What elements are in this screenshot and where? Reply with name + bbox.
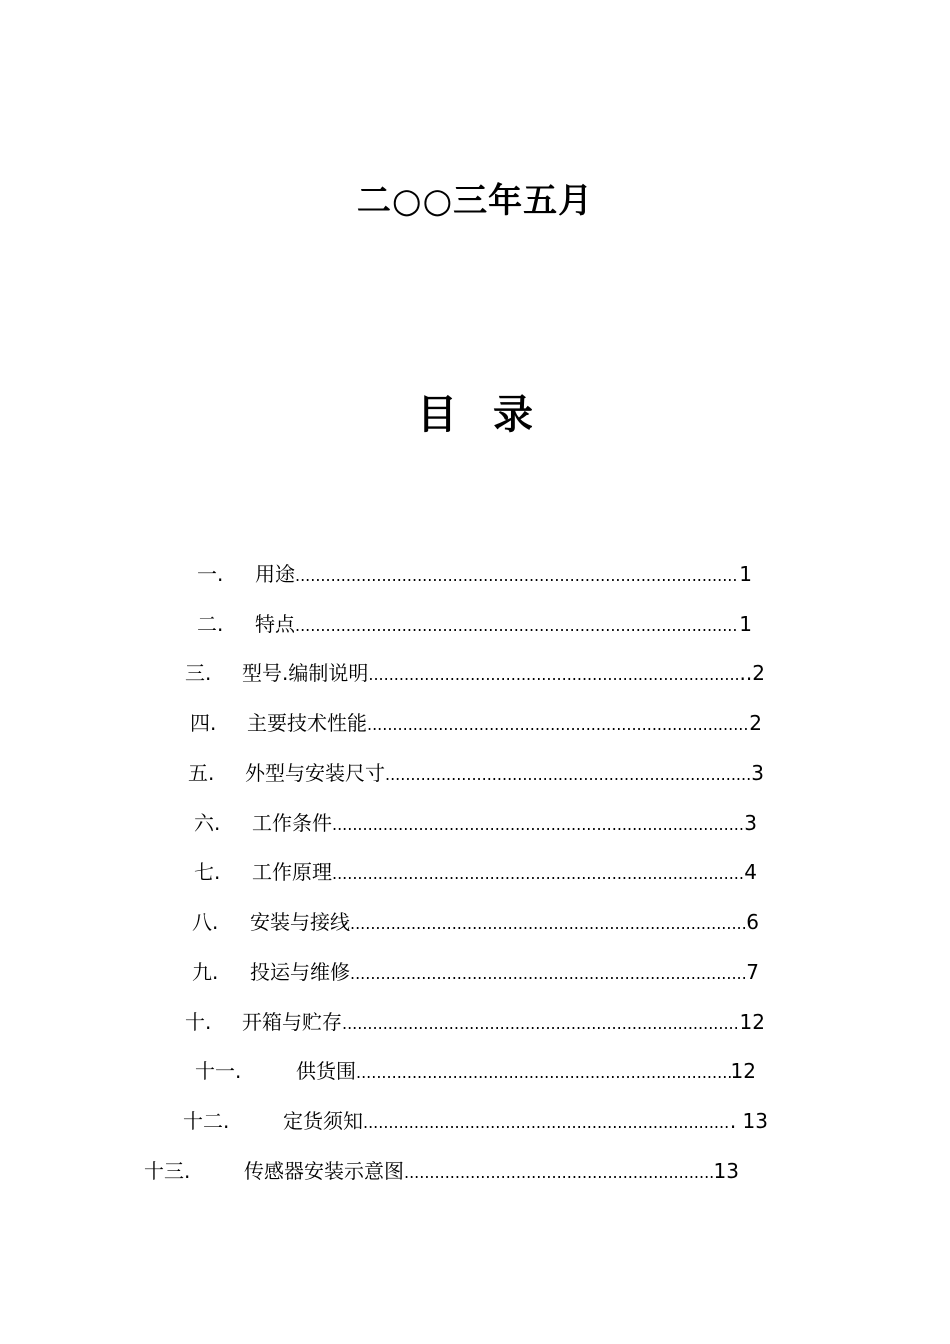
toc-entry-title: 外型与安装尺寸 (245, 761, 385, 785)
toc-entry-page: 12 (739, 1010, 765, 1034)
toc-dot-leader (332, 860, 744, 888)
toc-entry-13[interactable] (144, 1157, 739, 1185)
date-heading: 二○○三年五月 (356, 181, 594, 221)
toc-entry-title: 开箱与贮存 (242, 1010, 342, 1034)
toc-entry-number: 七. (194, 860, 221, 884)
toc-entry-page: 2 (749, 711, 762, 735)
toc-title-char-2: 录 (493, 392, 533, 438)
toc-entry-number: 十三. (144, 1159, 191, 1183)
toc-dot-leader (295, 562, 739, 590)
toc-entry-page: 13 (713, 1159, 739, 1183)
toc-entry-number: 十二. (183, 1109, 230, 1133)
toc-dot-leader (350, 960, 746, 988)
toc-entry-number: 一. (197, 562, 224, 586)
toc-entry-page: 3 (751, 761, 764, 785)
toc-entry-number: 四. (190, 711, 217, 735)
toc-entry-title: 特点 (255, 612, 295, 636)
toc-entry-number: 三. (185, 661, 212, 685)
toc-dot-leader (404, 1159, 714, 1187)
toc-entry-12[interactable] (183, 1107, 768, 1135)
toc-dot-leader (367, 711, 749, 739)
toc-dot-leader (368, 661, 739, 689)
toc-entry-6[interactable] (194, 809, 757, 837)
toc-dot-leader (363, 1109, 730, 1137)
toc-entry-2[interactable] (197, 610, 752, 638)
toc-entry-8[interactable] (192, 908, 759, 936)
toc-entry-number: 八. (192, 910, 219, 934)
toc-dot-leader (350, 910, 746, 938)
toc-entry-title: 定货须知 (283, 1109, 363, 1133)
toc-title-char-1: 目 (417, 392, 457, 438)
toc-entry-title: 工作原理 (252, 860, 332, 884)
toc-dot-leader (295, 612, 739, 640)
toc-entry-number: 十一. (195, 1059, 242, 1083)
toc-dot-leader (356, 1059, 731, 1087)
toc-entry-10[interactable] (185, 1008, 765, 1036)
toc-entry-page: ..2 (739, 661, 765, 685)
toc-entry-page: 12 (730, 1059, 756, 1083)
toc-entry-page: 7 (746, 960, 759, 984)
toc-entry-number: 十. (185, 1010, 212, 1034)
toc-entry-page: 1 (739, 562, 752, 586)
toc-entry-5[interactable] (188, 759, 764, 787)
toc-entry-title: 主要技术性能 (247, 711, 367, 735)
toc-entry-title: 型号.编制说明 (242, 661, 369, 685)
toc-entry-page: 6 (746, 910, 759, 934)
toc-entry-number: 九. (192, 960, 219, 984)
toc-entry-9[interactable] (192, 958, 759, 986)
toc-entry-page: 4 (744, 860, 757, 884)
toc-entry-11[interactable] (195, 1057, 756, 1085)
toc-dot-leader (342, 1010, 740, 1038)
toc-entry-number: 五. (188, 761, 215, 785)
toc-entry-number: 六. (194, 811, 221, 835)
toc-entry-page: . 13 (729, 1109, 768, 1133)
toc-entry-title: 安装与接线 (250, 910, 350, 934)
toc-dot-leader (332, 811, 744, 839)
toc-entry-7[interactable] (194, 858, 757, 886)
toc-entry-title: 供货围 (296, 1059, 356, 1083)
toc-entry-page: 3 (744, 811, 757, 835)
toc-entry-3[interactable] (185, 659, 765, 687)
toc-entry-title: 用途 (255, 562, 295, 586)
toc-entry-number: 二. (197, 612, 224, 636)
toc-entry-4[interactable] (190, 709, 762, 737)
toc-entry-page: 1 (739, 612, 752, 636)
toc-entry-title: 工作条件 (252, 811, 332, 835)
toc-entry-1[interactable] (197, 560, 752, 588)
toc-dot-leader (385, 761, 751, 789)
toc-entry-title: 投运与维修 (250, 960, 350, 984)
toc-entry-title: 传感器安装示意图 (244, 1159, 404, 1183)
